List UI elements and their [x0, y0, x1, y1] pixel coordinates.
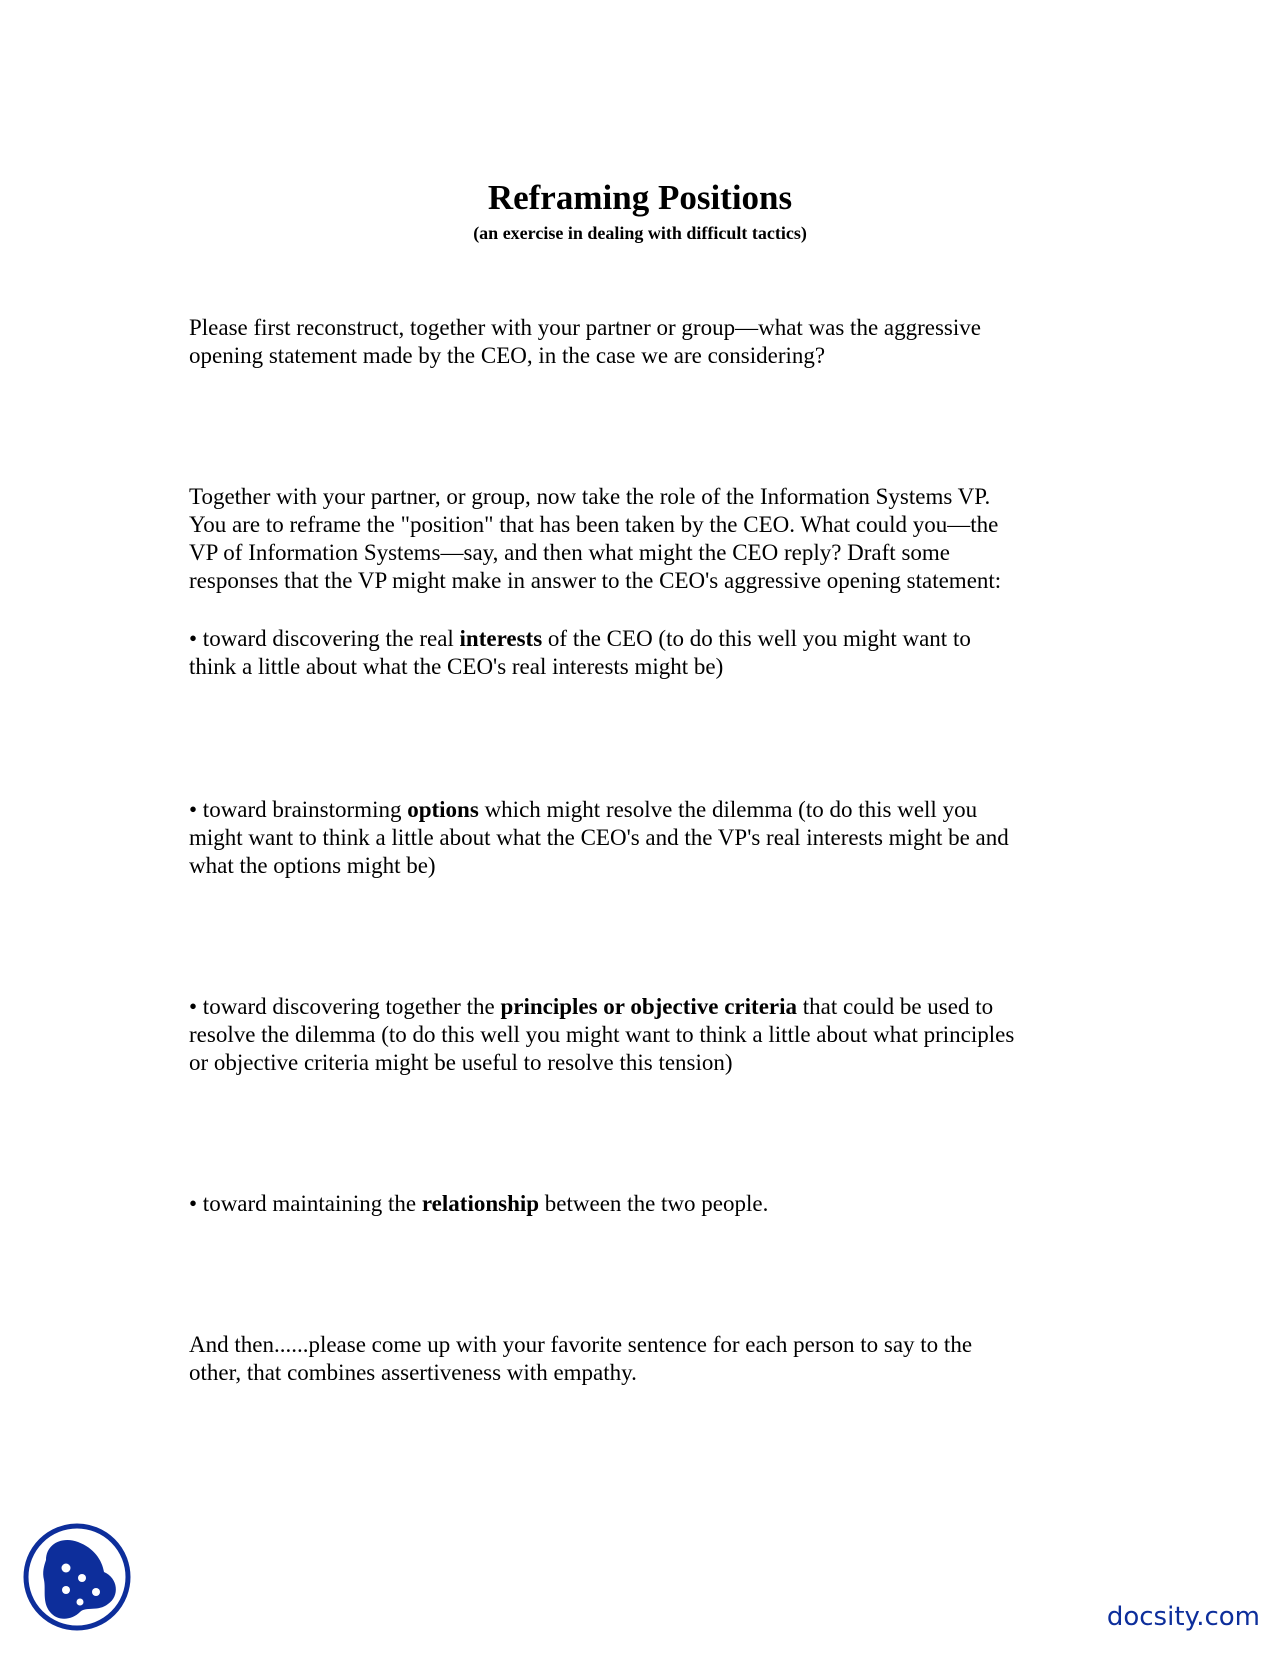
closing-line-1: And then......please come up with your favorite sentence for each person to say to the — [189, 1332, 973, 1357]
intro-paragraph — [189, 314, 1099, 370]
closing-line-2: other, that combines assertiveness with empathy. — [189, 1360, 637, 1385]
docsity-logo-icon[interactable] — [22, 1520, 132, 1634]
bullet-interests-keyword: interests — [459, 626, 543, 651]
intro-line-2: opening statement made by the CEO, in the case we are considering? — [189, 343, 826, 368]
bullet-interests-pre: • toward discovering the real — [189, 626, 460, 651]
bullet-interests-line-2: think a little about what the CEO's real interests might be) — [189, 654, 724, 679]
bullet-principles-post: that could be used to — [797, 994, 994, 1019]
document-title: Reframing Positions — [487, 178, 793, 217]
bullet-relationship-post: between the two people. — [539, 1191, 769, 1216]
bullet-options — [189, 796, 1099, 880]
bullet-principles — [189, 993, 1099, 1077]
document-subtitle: (an exercise in dealing with difficult tactics) — [473, 223, 807, 243]
bullet-principles-pre: • toward discovering together the — [189, 994, 501, 1019]
bullet-principles-keyword: principles or objective criteria — [500, 994, 798, 1019]
instructions-line-2: You are to reframe the "position" that has been taken by the CEO. What could you—the — [189, 512, 999, 537]
bullet-principles-line-3: or objective criteria might be useful to resolve this tension) — [189, 1050, 733, 1075]
bullet-interests — [189, 625, 1099, 681]
instructions-line-4: responses that the VP might make in answer to the CEO's aggressive opening statement: — [189, 568, 1002, 593]
bullet-options-line-3: what the options might be) — [189, 853, 436, 878]
intro-line-1: Please first reconstruct, together with your partner or group—what was the aggressive — [189, 315, 981, 340]
instructions-line-3: VP of Information Systems—say, and then what might the CEO reply? Draft some — [189, 540, 950, 565]
bullet-interests-post: of the CEO (to do this well you might want to — [542, 626, 971, 651]
docsity-brand-link[interactable]: docsity.com — [1106, 1602, 1260, 1632]
closing-paragraph — [189, 1331, 1099, 1387]
bullet-options-line-2: might want to think a little about what the CEO's and the VP's real interests might be and — [189, 825, 1009, 850]
bullet-relationship-pre: • toward maintaining the — [189, 1191, 422, 1216]
bullet-relationship-keyword: relationship — [421, 1191, 540, 1216]
bullet-options-pre: • toward brainstorming — [189, 797, 408, 822]
instructions-line-1: Together with your partner, or group, now take the role of the Information Systems VP. — [189, 484, 991, 509]
bullet-options-keyword: options — [407, 797, 479, 822]
instructions-paragraph — [189, 483, 1099, 595]
bullet-principles-line-2: resolve the dilemma (to do this well you might want to think a little about what principles — [189, 1022, 1015, 1047]
bullet-options-post: which might resolve the dilemma (to do this well you — [478, 797, 978, 822]
bullet-relationship — [189, 1190, 1099, 1218]
